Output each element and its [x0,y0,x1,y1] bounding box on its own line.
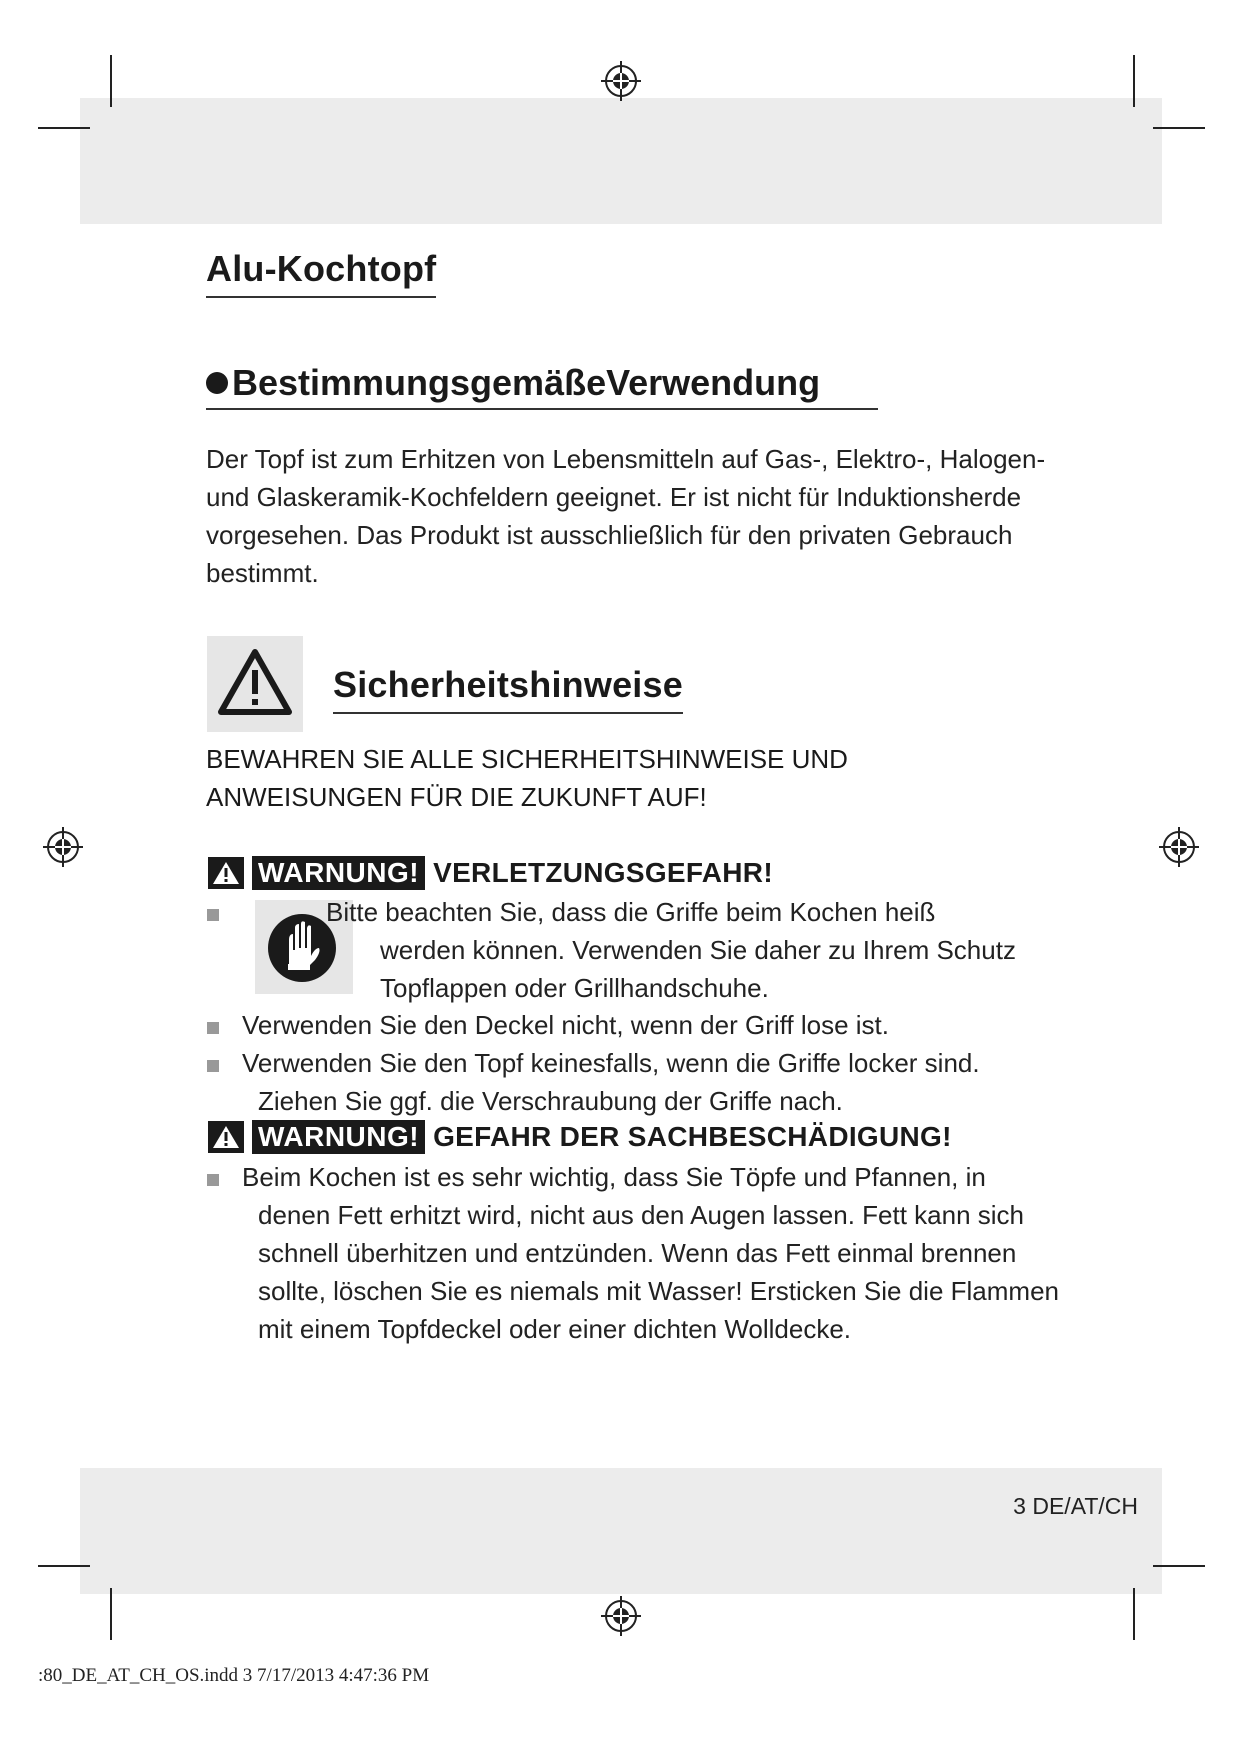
crop-mark [38,127,90,129]
text-line: Der Topf ist zum Erhitzen von Lebensmitteln auf Gas-, Elektro-, Halogen- [206,444,1046,474]
text-line: schnell überhitzen und entzünden. Wenn das Fett einmal brennen [258,1238,1017,1268]
text-line: Ziehen Sie ggf. die Verschraubung der Griffe nach. [258,1086,843,1116]
bullet-dot-icon [206,372,228,394]
text-line: sollte, löschen Sie es niemals mit Wasser! Ersticken Sie die Flammen [258,1276,1059,1306]
text-line: Beim Kochen ist es sehr wichtig, dass Sie Töpfe und Pfannen, in [242,1162,986,1192]
warning1-item2: Verwenden Sie den Deckel nicht, wenn der Griff lose ist. [242,1010,889,1040]
text-line: Verwenden Sie den Topf keinesfalls, wenn die Griffe locker sind. [242,1048,980,1078]
registration-mark-icon [601,1596,641,1636]
print-slug: :80_DE_AT_CH_OS.indd 3 7/17/2013 4:47:36 PM [38,1665,430,1686]
text-line: Bitte beachten Sie, dass die Griffe beim Kochen heiß [326,897,936,927]
text-line: Topflappen oder Grillhandschuhe. [380,973,769,1003]
intended-use-title: BestimmungsgemäßeVerwendung [232,362,821,403]
warning1-item1 [326,893,1086,1007]
heading-rule [206,408,878,410]
text-line: vorgesehen. Das Produkt ist ausschließlich für den privaten Gebrauch [206,520,1013,550]
text-line: bestimmt. [206,558,319,588]
safety-icon-box [207,636,303,732]
list-bullet [207,1060,219,1072]
warning-title: VERLETZUNGSGEFAHR! [433,857,773,888]
warning-badge: WARNUNG! [252,1120,425,1154]
registration-mark-icon [601,61,641,101]
crop-mark [1133,55,1135,107]
footer-band [80,1468,1162,1594]
intended-use-heading [206,362,878,410]
intended-use-paragraph [206,440,1066,592]
text-line: werden können. Verwenden Sie daher zu Ihrem Schutz [380,935,1016,965]
warning-triangle-icon [208,857,244,889]
crop-mark [1153,1565,1205,1567]
registration-mark-icon [43,827,83,867]
crop-mark [38,1565,90,1567]
text-line: BEWAHREN SIE ALLE SICHERHEITSHINWEISE UND [206,744,848,774]
warning2-item1 [242,1158,1122,1348]
crop-mark [110,1588,112,1640]
warning-title: GEFAHR DER SACHBESCHÄDIGUNG! [433,1121,952,1152]
text-line: ANWEISUNGEN FÜR DIE ZUKUNFT AUF! [206,782,707,812]
header-band [80,98,1162,224]
page-number: 3 DE/AT/CH [1013,1493,1138,1519]
list-bullet [207,1174,219,1186]
page-title: Alu-Kochtopf [206,248,436,298]
text-line: mit einem Topfdeckel oder einer dichten Wolldecke. [258,1314,852,1344]
keep-notice [206,740,848,816]
registration-mark-icon [1159,827,1199,867]
crop-mark [1153,127,1205,129]
warning-badge: WARNUNG! [252,856,425,890]
text-line: denen Fett erhitzt wird, nicht aus den Augen lassen. Fett kann sich [258,1200,1024,1230]
warning-triangle-icon [207,636,303,732]
text-line: und Glaskeramik-Kochfeldern geeignet. Er ist nicht für Induktionsherde [206,482,1022,512]
warning-triangle-icon [208,1121,244,1153]
safety-heading: Sicherheitshinweise [333,664,683,714]
list-bullet [207,1022,219,1034]
warning-injury [208,856,773,890]
crop-mark [110,55,112,107]
list-bullet [207,909,219,921]
warning-property-damage [208,1120,952,1154]
warning1-item3 [242,1044,1102,1120]
crop-mark [1133,1588,1135,1640]
